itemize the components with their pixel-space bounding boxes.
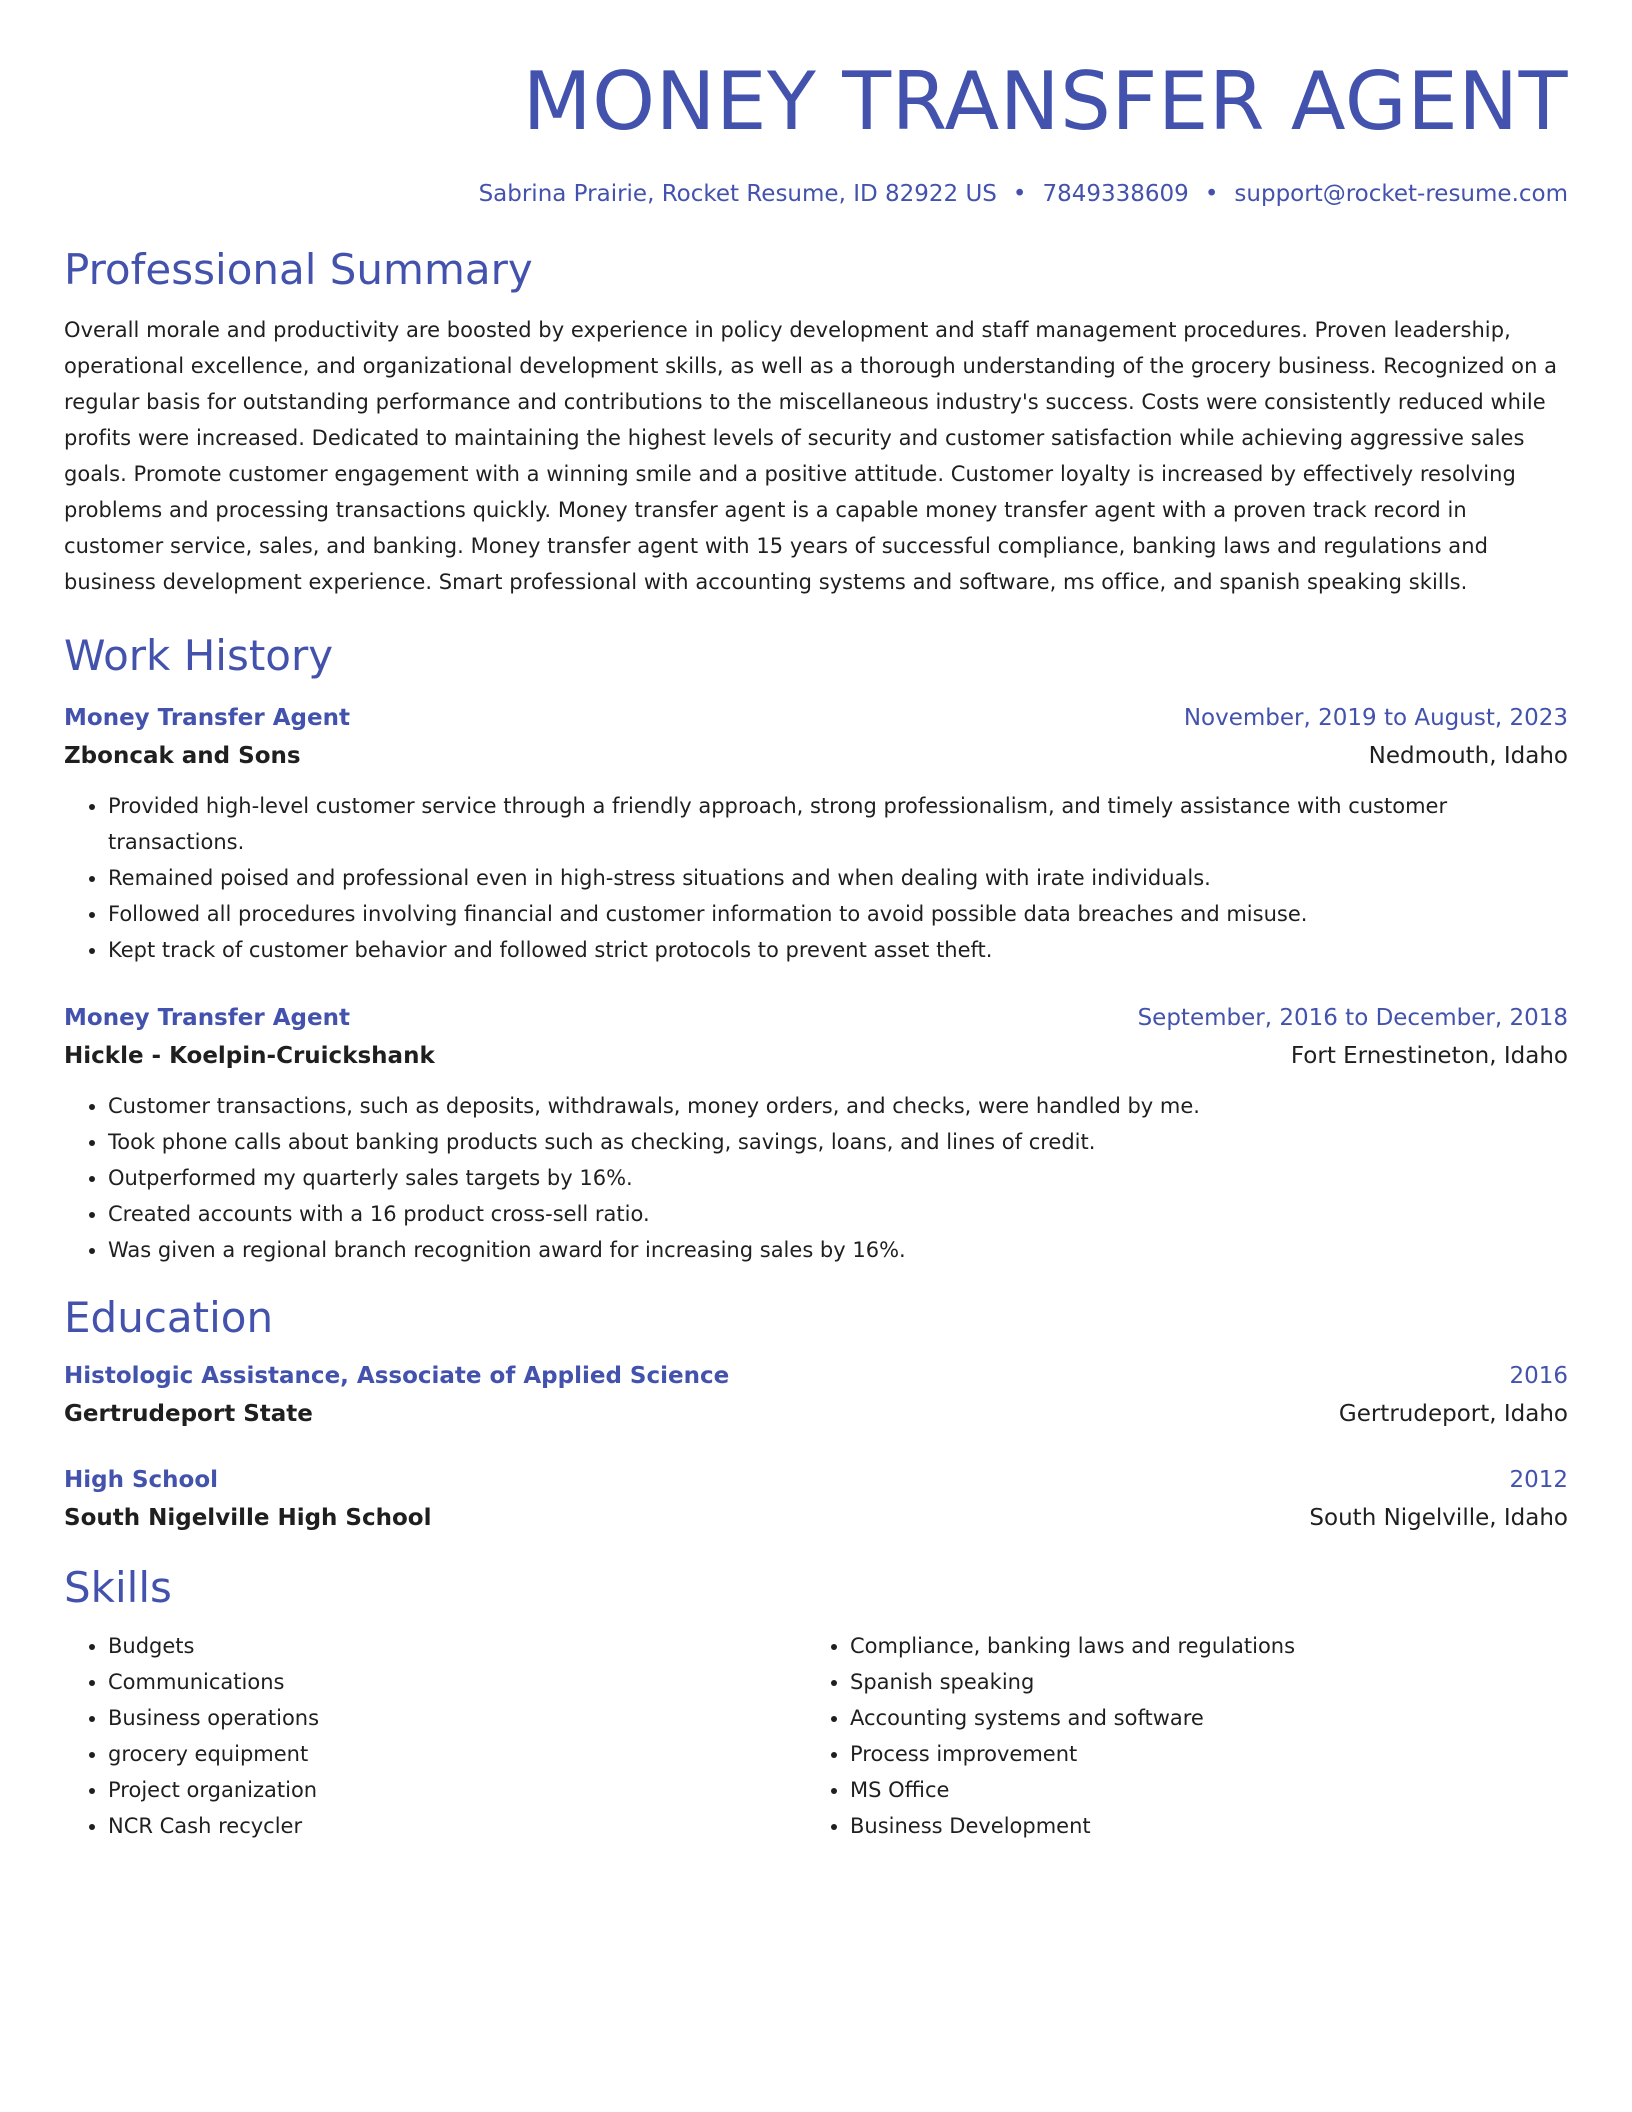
- skills-columns: [64, 1628, 1568, 1844]
- skill-item: • Process improvement: [850, 1736, 1548, 1772]
- skills-list-left: [64, 1628, 806, 1844]
- education-degree: Histologic Assistance, Associate of Applied Science: [64, 1363, 730, 1389]
- education-entry: [64, 1358, 1568, 1434]
- job-company: Hickle - Koelpin-Cruickshank: [64, 1043, 435, 1069]
- education-entry: [64, 1462, 1568, 1538]
- job-bullet: • Remained poised and professional even in high-stress situations and when dealing with irate individuals.: [108, 860, 1568, 896]
- skill-item: • Business Development: [850, 1808, 1548, 1844]
- skill-item: • Compliance, banking laws and regulations: [850, 1628, 1548, 1664]
- resume-name: MONEY TRANSFER AGENT: [522, 55, 1568, 148]
- job-title: Money Transfer Agent: [64, 705, 350, 731]
- job-bullet: • Provided high-level customer service through a friendly approach, strong professionalism, and timely assistance with customer transactions.: [108, 788, 1568, 860]
- education-location: South Nigelville, Idaho: [1309, 1505, 1568, 1531]
- summary-text: Overall morale and productivity are boosted by experience in policy development and staff management procedures. Proven leadership, operational excellence, and organizational development skills, as well as a thorough understanding of the grocery business. Recognized on a regular basis for outstanding performance and contributions to the miscellaneous industry's success. Costs were consistently reduced while profits were increased. Dedicated to maintaining the highest levels of security and customer satisfaction while achieving aggressive sales goals. Promote customer engagement with a winning smile and a positive attitude. Customer loyalty is increased by effectively resolving problems and processing transactions quickly. Money transfer agent is a capable money transfer agent with a proven track record in customer service, sales, and banking. Money transfer agent with 15 years of successful compliance, banking laws and regulations and business development experience. Smart professional with accounting systems and software, ms office, and spanish speaking skills.: [64, 318, 1558, 594]
- job-location: Fort Ernestineton, Idaho: [1290, 1043, 1568, 1069]
- education-year: 2016: [1509, 1363, 1568, 1389]
- education-heading: Education: [64, 1293, 274, 1342]
- job-dates: September, 2016 to December, 2018: [1137, 1005, 1568, 1031]
- contact-separator: •: [1012, 181, 1027, 207]
- skill-item: • Business operations: [108, 1700, 806, 1736]
- contact-phone: 7849338609: [1042, 181, 1189, 207]
- contact-address: Sabrina Prairie, Rocket Resume, ID 82922 US: [478, 181, 997, 207]
- job-dates: November, 2019 to August, 2023: [1183, 705, 1568, 731]
- summary-heading: Professional Summary: [64, 245, 533, 294]
- job-bullets: [64, 1088, 1568, 1268]
- skill-item: • MS Office: [850, 1772, 1548, 1808]
- work-history-heading: Work History: [64, 631, 334, 680]
- skill-item: • Communications: [108, 1664, 806, 1700]
- skill-item: • NCR Cash recycler: [108, 1808, 806, 1844]
- skill-item: • Project organization: [108, 1772, 806, 1808]
- education-school: Gertrudeport State: [64, 1401, 313, 1427]
- job-bullet: • Followed all procedures involving financial and customer information to avoid possible data breaches and misuse.: [108, 896, 1568, 932]
- job-bullet: • Kept track of customer behavior and followed strict protocols to prevent asset theft.: [108, 932, 1568, 968]
- education-location: Gertrudeport, Idaho: [1338, 1401, 1568, 1427]
- job-title: Money Transfer Agent: [64, 1005, 350, 1031]
- job-location: Nedmouth, Idaho: [1368, 743, 1568, 769]
- skill-item: • Spanish speaking: [850, 1664, 1548, 1700]
- contact-line: [64, 178, 1568, 210]
- resume-page: [64, 52, 1568, 1844]
- job-bullet: • Was given a regional branch recognition award for increasing sales by 16%.: [108, 1232, 1568, 1268]
- skill-item: • grocery equipment: [108, 1736, 806, 1772]
- job-bullet: • Created accounts with a 16 product cross-sell ratio.: [108, 1196, 1568, 1232]
- job-bullet: • Outperformed my quarterly sales targets by 16%.: [108, 1160, 1568, 1196]
- skills-list-right: [806, 1628, 1548, 1844]
- job-entry: [64, 1000, 1568, 1268]
- education-school: South Nigelville High School: [64, 1505, 432, 1531]
- education-year: 2012: [1509, 1467, 1568, 1493]
- job-company: Zboncak and Sons: [64, 743, 301, 769]
- job-entry: [64, 700, 1568, 968]
- contact-email: support@rocket-resume.com: [1234, 181, 1568, 207]
- job-bullets: [64, 788, 1568, 968]
- contact-separator: •: [1204, 181, 1219, 207]
- skills-heading: Skills: [64, 1563, 172, 1612]
- skill-item: • Accounting systems and software: [850, 1700, 1548, 1736]
- skill-item: • Budgets: [108, 1628, 806, 1664]
- education-degree: High School: [64, 1467, 219, 1493]
- job-bullet: • Customer transactions, such as deposits, withdrawals, money orders, and checks, were handled by me.: [108, 1088, 1568, 1124]
- job-bullet: • Took phone calls about banking products such as checking, savings, loans, and lines of credit.: [108, 1124, 1568, 1160]
